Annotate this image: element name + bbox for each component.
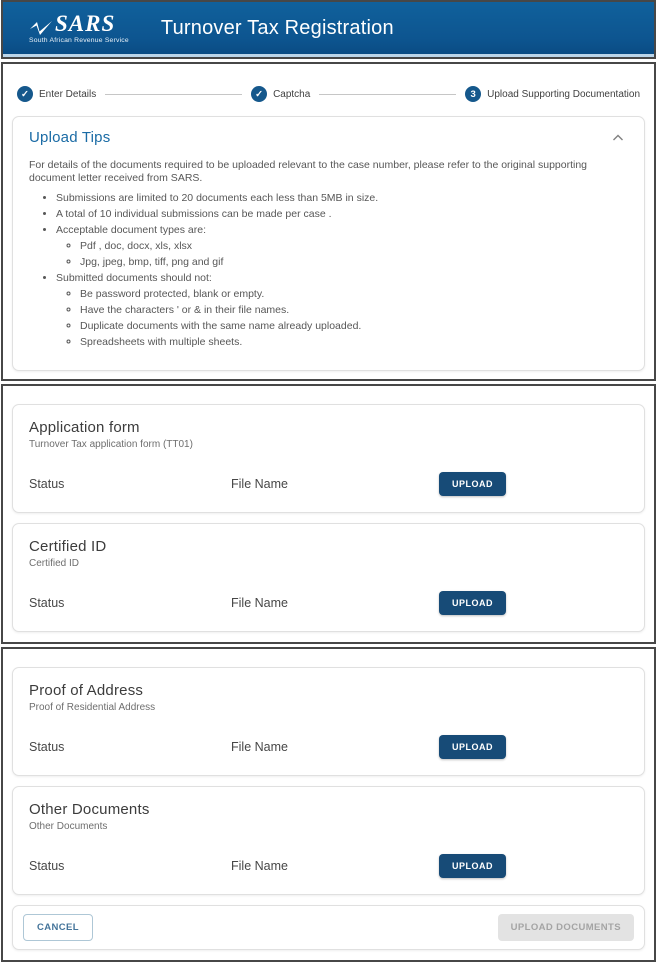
chevron-up-icon[interactable] xyxy=(608,132,628,144)
tips-segment xyxy=(1,62,656,381)
document-title: Other Documents xyxy=(29,801,150,818)
tip-subitem: ◦ Jpg, jpeg, bmp, tiff, png and gif xyxy=(80,256,628,270)
tip-text: Submissions are limited to 20 documents each less than 5MB in size. xyxy=(56,192,379,204)
document-card-proof-of-address xyxy=(12,667,645,776)
step-label: Captcha xyxy=(273,88,311,100)
document-subtitle: Certified ID xyxy=(29,558,80,569)
sars-tagline: South African Revenue Service xyxy=(29,36,129,44)
document-subtitle: Proof of Residential Address xyxy=(29,702,156,713)
upload-documents-button[interactable]: UPLOAD DOCUMENTS xyxy=(498,914,634,941)
upload-button[interactable]: UPLOAD xyxy=(439,735,506,759)
step-label: Upload Supporting Documentation xyxy=(487,88,641,100)
footer-action-bar xyxy=(12,905,645,950)
upload-tips-header xyxy=(29,129,628,146)
step-number-badge: 3 xyxy=(465,86,481,102)
document-subtitle: Other Documents xyxy=(29,821,108,832)
cancel-button[interactable]: CANCEL xyxy=(23,914,93,941)
upload-tips-title: Upload Tips xyxy=(29,129,111,146)
upload-tips-intro: For details of the documents required to be uploaded relevant to the case number, please refer to the original supporting document letter received from SARS. xyxy=(29,159,588,184)
document-row xyxy=(29,472,628,496)
document-card-other-documents xyxy=(12,786,645,895)
sars-logo-top xyxy=(29,12,129,35)
document-card-certified-id xyxy=(12,523,645,632)
documents-segment-1 xyxy=(1,384,656,644)
file-name-label: File Name xyxy=(231,740,288,754)
step-connector xyxy=(105,94,242,95)
sars-brand-text: SARS xyxy=(55,10,116,36)
document-title: Application form xyxy=(29,419,140,436)
step-label: Enter Details xyxy=(39,88,97,100)
tip-sublist xyxy=(56,240,628,270)
upload-tips-list xyxy=(29,192,628,350)
upload-button[interactable]: UPLOAD xyxy=(439,854,506,878)
tip-item xyxy=(56,224,628,270)
sars-swoosh-icon xyxy=(29,20,53,35)
step-complete-check-icon: ✓ xyxy=(17,86,33,102)
status-label: Status xyxy=(29,596,65,610)
document-row xyxy=(29,735,628,759)
step-captcha xyxy=(251,86,310,102)
step-connector xyxy=(319,94,456,95)
status-label: Status xyxy=(29,859,65,873)
tip-subitem: ◦ Duplicate documents with the same name already uploaded. xyxy=(80,320,628,334)
app-header xyxy=(3,2,654,57)
tip-text: A total of 10 individual submissions can be made per case . xyxy=(56,208,332,220)
page-title: Turnover Tax Registration xyxy=(160,16,394,39)
upload-button[interactable]: UPLOAD xyxy=(439,472,506,496)
step-enter-details xyxy=(17,86,96,102)
document-row xyxy=(29,591,628,615)
tip-sublist xyxy=(56,288,628,350)
status-label: Status xyxy=(29,477,65,491)
tip-text: Submitted documents should not: xyxy=(56,272,212,284)
document-row xyxy=(29,854,628,878)
document-title: Certified ID xyxy=(29,538,107,555)
tip-item xyxy=(56,208,628,222)
documents-segment-2 xyxy=(1,647,656,962)
header-segment xyxy=(1,0,656,59)
document-card-application-form xyxy=(12,404,645,513)
tip-subitem: ◦ Pdf , doc, docx, xls, xlsx xyxy=(80,240,628,254)
sars-logo xyxy=(29,12,129,45)
file-name-label: File Name xyxy=(231,859,288,873)
tip-subitem: ◦ Have the characters ' or & in their file names. xyxy=(80,304,628,318)
file-name-label: File Name xyxy=(231,596,288,610)
upload-button[interactable]: UPLOAD xyxy=(439,591,506,615)
progress-stepper xyxy=(3,64,654,108)
tip-subitem: ◦ Be password protected, blank or empty. xyxy=(80,288,628,302)
step-complete-check-icon: ✓ xyxy=(251,86,267,102)
tip-subitem: ◦ Spreadsheets with multiple sheets. xyxy=(80,336,628,350)
tip-item xyxy=(56,192,628,206)
step-upload-documentation xyxy=(465,86,640,102)
status-label: Status xyxy=(29,740,65,754)
file-name-label: File Name xyxy=(231,477,288,491)
document-subtitle: Turnover Tax application form (TT01) xyxy=(29,439,193,450)
tip-text: Acceptable document types are: xyxy=(56,224,207,236)
document-title: Proof of Address xyxy=(29,682,144,699)
tip-item xyxy=(56,272,628,350)
upload-tips-card xyxy=(12,116,645,371)
